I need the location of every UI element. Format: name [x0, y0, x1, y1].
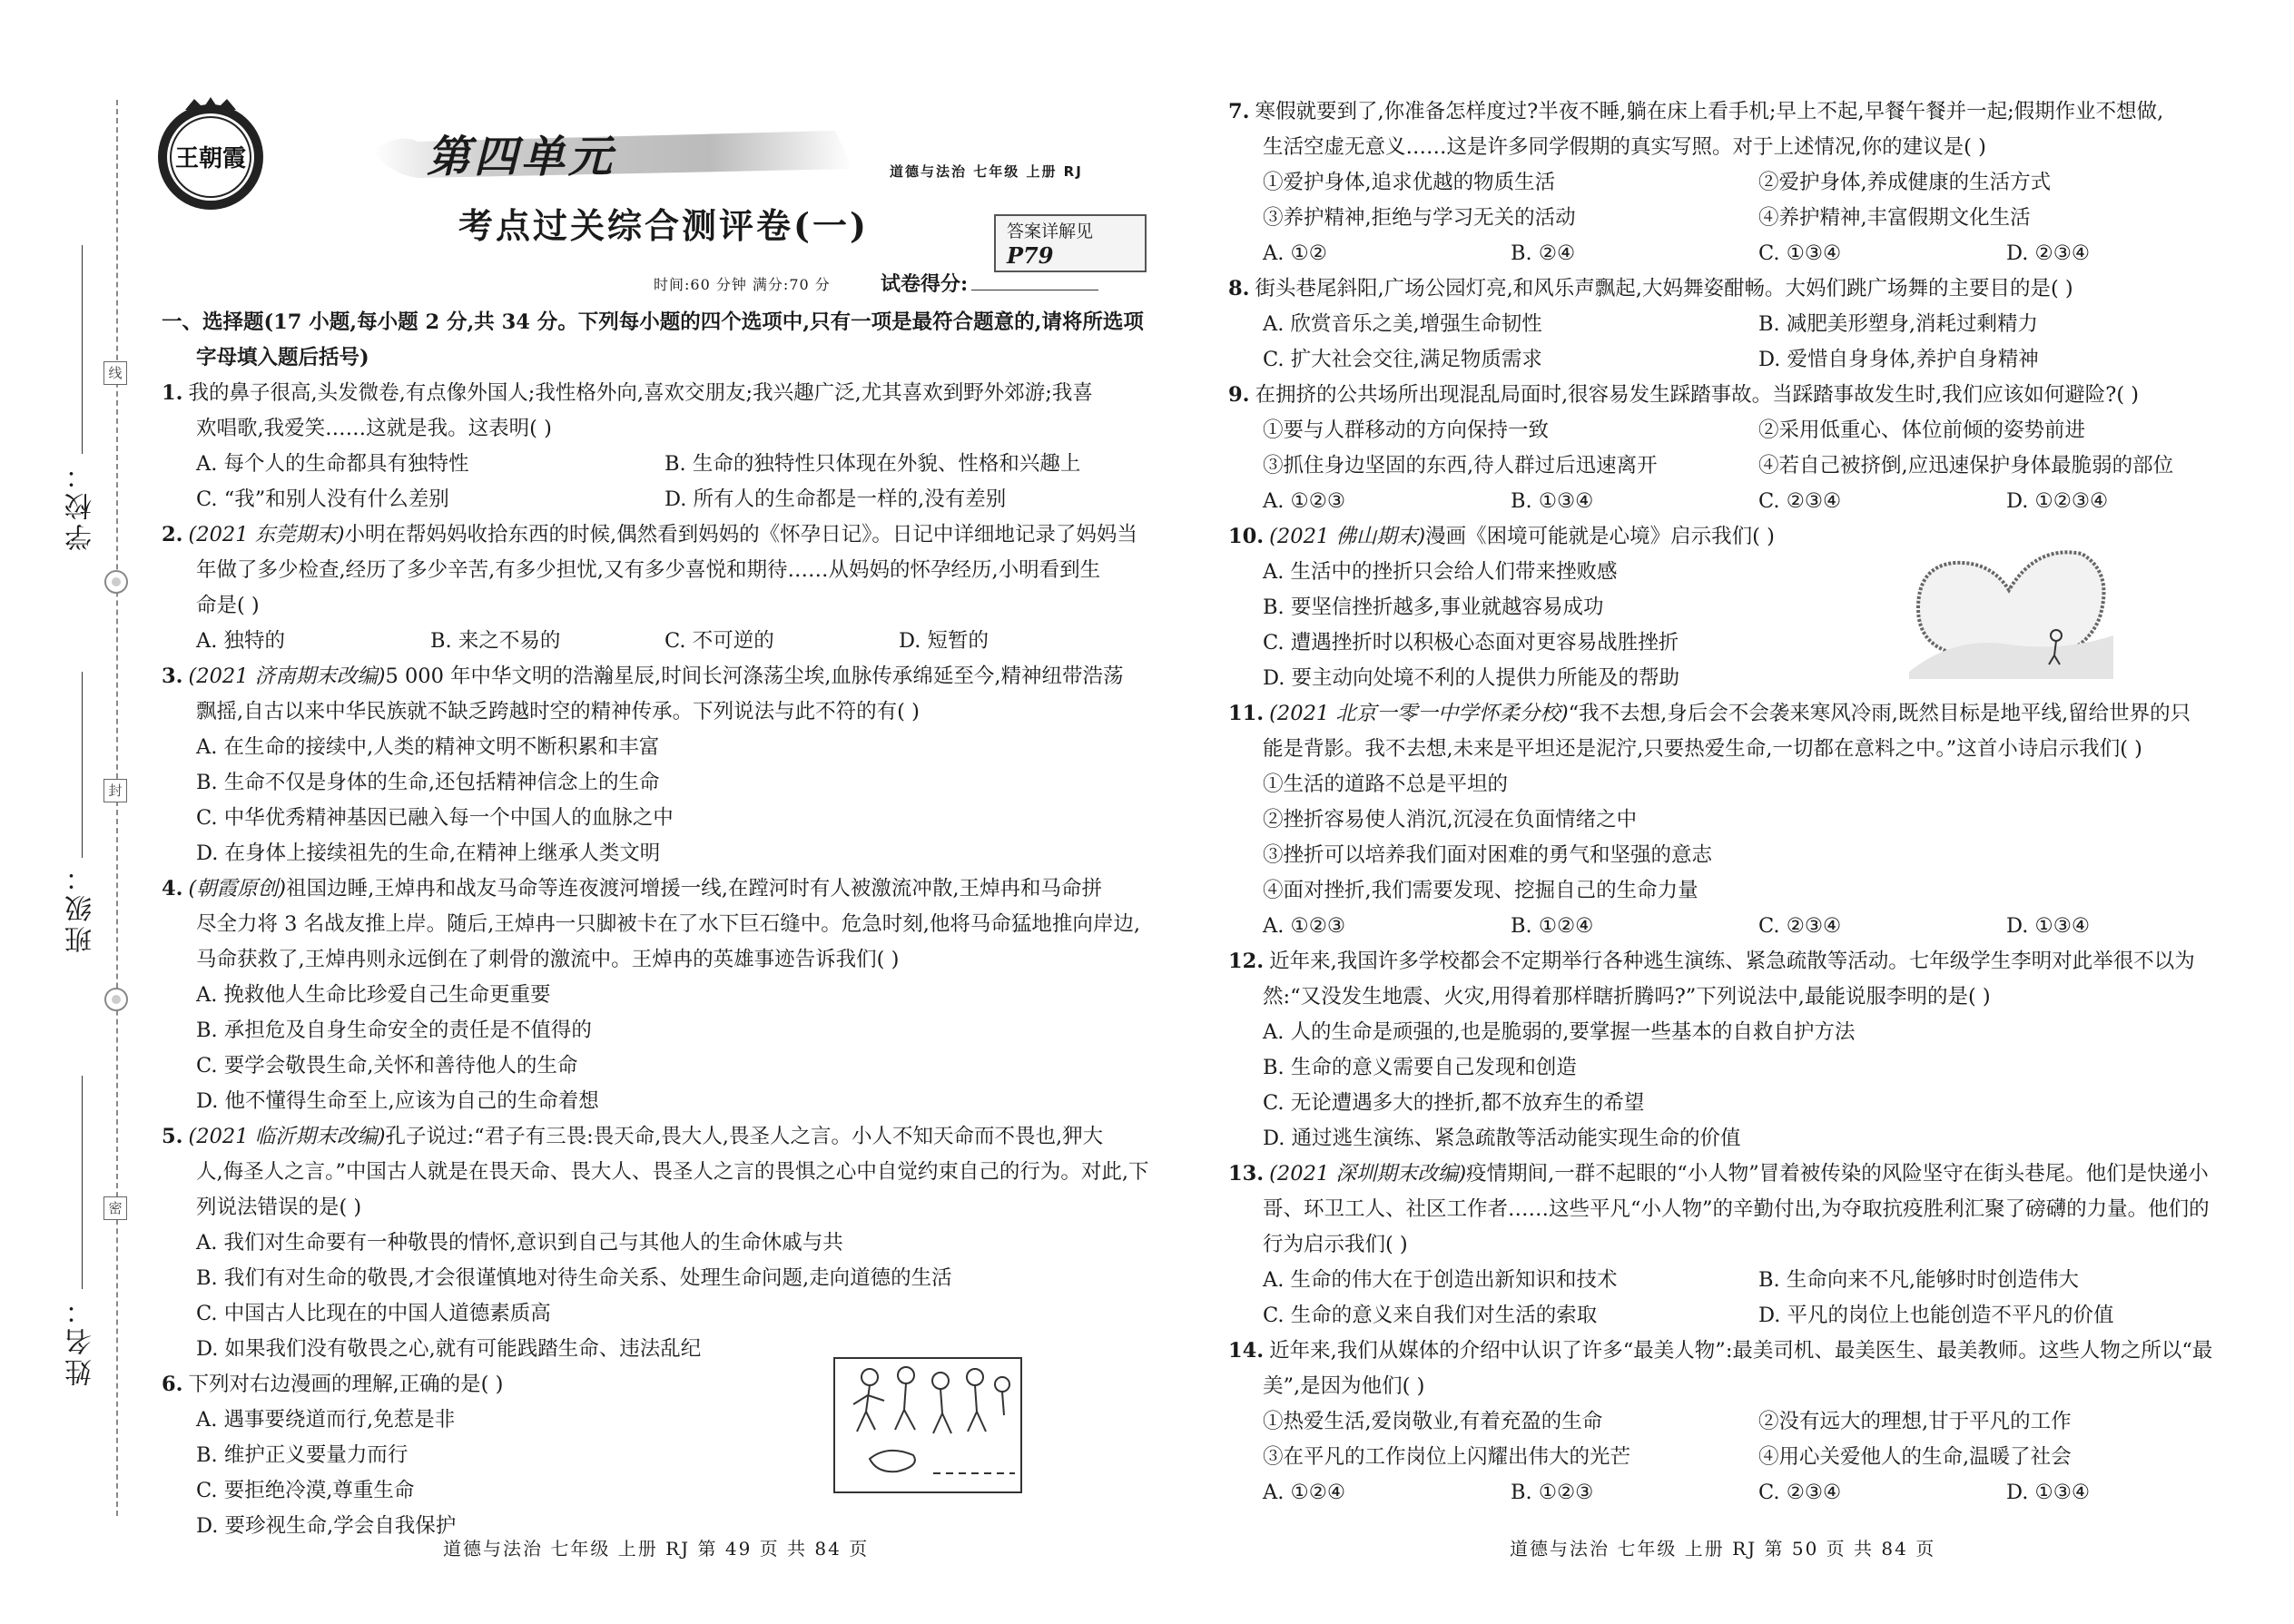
option-d[interactable]: D. ①②③④: [2006, 489, 2109, 513]
option-c[interactable]: C. 扩大社会交往,满足物质需求: [1263, 348, 1542, 371]
option-a[interactable]: A. ①②③: [1263, 914, 1346, 938]
binding-hole: [104, 988, 128, 1011]
option-d[interactable]: D. 他不懂得生命至上,应该为自己的生命着想: [196, 1089, 599, 1113]
option-a[interactable]: A. ①②③: [1263, 489, 1346, 513]
option-c[interactable]: C. ②③④: [1758, 1481, 1842, 1504]
option-a[interactable]: A. 在生命的接续中,人类的精神文明不断积累和丰富: [196, 735, 660, 759]
question-2: 2. (2021 东莞期末)小明在帮妈妈收拾东西的时候,偶然看到妈妈的《怀孕日记》。日记中详细地记录了妈妈当 年做了多少检查,经历了多少辛苦,有多少担忧,又有多少喜悦和期待……从妈妈的怀孕经历,小明看到生 命是( ) A. 独特的 B. 来之不易的 C. 不可逆的 D. 短暂的: [162, 517, 1133, 659]
option-a[interactable]: A. ①②: [1263, 241, 1327, 265]
seal-char-secret: 密: [103, 1196, 127, 1220]
question-5: 5. (2021 临沂期末改编)孔子说过:“君子有三畏:畏天命,畏大人,畏圣人之言。小人不知天命而不畏也,狎大 人,侮圣人之言。”中国古人就是在畏天命、畏大人、畏圣人之言的畏惧之心中自觉约束自己的行为。对此,下 列说法错误的是( ) A. 我们对生命要有一种敬畏的情怀,意识到自己与其他人的生命休戚与共 B. 我们有对生命的敬畏,才会很谨慎地对待生命关系、处理生命问题,走向道德的生活 C. 中国古人比现在的中国人道德素质高 D. 如果我们没有敬畏之心,就有可能践踏生命、违法乱纪: [162, 1119, 1133, 1367]
option-c[interactable]: C. 无论遭遇多大的挫折,都不放弃生的希望: [1263, 1091, 1645, 1115]
answer-ref-page: P79: [1007, 242, 1054, 269]
score-field[interactable]: [881, 269, 1098, 297]
option-b[interactable]: B. ②④: [1511, 241, 1576, 265]
option-d[interactable]: D. 所有人的生命都是一样的,没有差别: [665, 487, 1007, 511]
name-label: 姓名：: [65, 1294, 97, 1386]
option-d[interactable]: D. 平凡的岗位上也能创造不平凡的价值: [1758, 1304, 2114, 1327]
option-c[interactable]: C. 生命的意义来自我们对生活的索取: [1263, 1304, 1598, 1327]
logo-text: 王朝霞: [174, 145, 247, 172]
option-d[interactable]: D. 要主动向处境不利的人提供力所能及的帮助: [1263, 666, 1680, 690]
option-d[interactable]: D. 要珍视生命,学会自我保护: [196, 1514, 457, 1538]
question-9: 9. 在拥挤的公共场所出现混乱局面时,很容易发生踩踏事故。当踩踏事故发生时,我们应该如何避险?( ) ①要与人群移动的方向保持一致 ②采用低重心、体位前倾的姿势前进 ③抓住身边坚固的东西,待人群过后迅速离开 ④若自己被挤倒,应迅速保护身体最脆弱的部位 A. ①②③ B. ①③④ C. ②③④ D. ①②③④: [1228, 378, 2254, 519]
page-footer-right: 道德与法治 七年级 上册 RJ 第 50 页 共 84 页: [1510, 1538, 1936, 1560]
class-label: 班级：: [65, 861, 97, 953]
question-6: 6. 下列对右边漫画的理解,正确的是( ) A. 遇事要绕道而行,免惹是非 B. 维护正义要量力而行 C. 要拒绝冷漠,尊重生命 D. 要珍视生命,学会自我保护: [162, 1367, 1133, 1544]
question-12: 12. 近年来,我国许多学校都会不定期举行各种逃生演练、紧急疏散等活动。七年级学生李明对此举很不以为 然:“又没发生地震、火灾,用得着那样瞎折腾吗?”下列说法中,最能说服李明的是( ) A. 人的生命是顽强的,也是脆弱的,要掌握一些基本的自救自护方法 B. 生命的意义需要自己发现和创造 C. 无论遭遇多大的挫折,都不放弃生的希望 D. 通过逃生演练、紧急疏散等活动能实现生命的价值: [1228, 944, 2254, 1156]
right-questions: [1228, 94, 2254, 1511]
seal-char-line: 线: [103, 361, 127, 385]
option-c[interactable]: C. “我”和别人没有什么差别: [196, 487, 449, 511]
seal-char-seal: 封: [103, 779, 127, 802]
question-4: 4. (朝霞原创)祖国边睡,王焯冉和战友马命等连夜渡河增援一线,在蹚河时有人被激流冲散,王焯冉和马命拼 尽全力将 3 名战友推上岸。随后,王焯冉一只脚被卡在了水下巨石缝中。危急时刻,他将马命猛地推向岸边, 马命获救了,王焯冉则永远倒在了刺骨的激流中。王焯冉的英雄事迹告诉我们( ) A. 挽救他人生命比珍爱自己生命更重要 B. 承担危及自身生命安全的责任是不值得的 C. 要学会敬畏生命,关怀和善待他人的生命 D. 他不懂得生命至上,应该为自己的生命着想: [162, 871, 1133, 1119]
option-a[interactable]: A. 生活中的挫折只会给人们带来挫败感: [1263, 560, 1618, 584]
option-b[interactable]: B. 生命不仅是身体的生命,还包括精神信念上的生命: [196, 771, 660, 794]
option-b[interactable]: B. 生命的独特性只体现在外貌、性格和兴趣上: [665, 452, 1081, 476]
option-c[interactable]: C. 遭遇挫折时以积极心态面对更容易战胜挫折: [1263, 631, 1679, 655]
option-d[interactable]: D. 通过逃生演练、紧急疏散等活动能实现生命的价值: [1263, 1127, 1741, 1150]
option-a[interactable]: A. ①②④: [1263, 1481, 1346, 1504]
option-d[interactable]: D. ②③④: [2006, 241, 2091, 265]
option-b[interactable]: B. 承担危及自身生命安全的责任是不值得的: [196, 1019, 592, 1042]
option-a[interactable]: A. 独特的: [196, 629, 286, 653]
option-a[interactable]: A. 我们对生命要有一种敬畏的情怀,意识到自己与其他人的生命休戚与共: [196, 1231, 843, 1255]
option-d[interactable]: D. 如果我们没有敬畏之心,就有可能践踏生命、违法乱纪: [196, 1337, 702, 1361]
option-c[interactable]: C. 要拒绝冷漠,尊重生命: [196, 1479, 415, 1502]
binding-margin: [0, 0, 182, 1624]
option-a[interactable]: A. 遇事要绕道而行,免惹是非: [196, 1408, 456, 1432]
option-c[interactable]: C. 中国古人比现在的中国人道德素质高: [196, 1302, 551, 1325]
option-d[interactable]: D. ①③④: [2006, 1481, 2091, 1504]
answer-ref-prefix: 答案详解见: [1007, 221, 1094, 241]
question-10: 10. (2021 佛山期末)漫画《困境可能就是心境》启示我们( ) A. 生活中的挫折只会给人们带来挫败感 B. 要坚信挫折越多,事业就越容易成功 C. 遭遇挫折时以积极心态面对更容易战胜挫折 D. 要主动向处境不利的人提供力所能及的帮助: [1228, 519, 2254, 696]
option-c[interactable]: C. 要学会敬畏生命,关怀和善待他人的生命: [196, 1054, 578, 1078]
binding-hole: [104, 570, 128, 594]
option-d[interactable]: D. 在身体上接续祖先的生命,在精神上继承人类文明: [196, 842, 661, 865]
option-b[interactable]: B. 来之不易的: [430, 629, 561, 653]
option-a[interactable]: A. 生命的伟大在于创造出新知识和技术: [1263, 1268, 1618, 1292]
question-1: 1. 我的鼻子很高,头发微卷,有点像外国人;我性格外向,喜欢交朋友;我兴趣广泛,尤其喜欢到野外郊游;我喜 欢唱歌,我爱笑……这就是我。这表明( ) A. 每个人的生命都具有独特性 B. 生命的独特性只体现在外貌、性格和兴趣上 C. “我”和别人没有什么差别 D. 所有人的生命都是一样的,没有差别: [162, 376, 1133, 517]
question-8: 8. 街头巷尾斜阳,广场公园灯亮,和风乐声飘起,大妈舞姿酣畅。大妈们跳广场舞的主要目的是( ) A. 欣赏音乐之美,增强生命韧性 B. 减肥美形塑身,消耗过剩精力 C. 扩大社会交往,满足物质需求 D. 爱惜自身身体,养护自身精神: [1228, 271, 2254, 378]
option-a[interactable]: A. 挽救他人生命比珍爱自己生命更重要: [196, 983, 551, 1007]
unit-title: 第四单元: [427, 132, 616, 182]
page-footer-left: 道德与法治 七年级 上册 RJ 第 49 页 共 84 页: [443, 1538, 870, 1560]
option-a[interactable]: A. 欣赏音乐之美,增强生命韧性: [1263, 312, 1542, 336]
question-11: 11. (2021 北京一零一中学怀柔分校)“我不去想,身后会不会袭来寒风冷雨,既然目标是地平线,留给世界的只 能是背影。我不去想,未来是平坦还是泥泞,只要热爱生命,一切都在意料之中。”这首小诗启示我们( ) ①生活的道路不总是平坦的 ②挫折容易使人消沉,沉浸在负面情绪之中 ③挫折可以培养我们面对困难的勇气和坚强的意志 ④面对挫折,我们需要发现、挖掘自己的生命力量 A. ①②③ B. ①②④ C. ②③④ D. ①③④: [1228, 696, 2254, 944]
question-14: 14. 近年来,我们从媒体的介绍中认识了许多“最美人物”:最美司机、最美医生、最美教师。这些人物之所以“最 美”,是因为他们( ) ①热爱生活,爱岗敬业,有着充盈的生命 ②没有远大的理想,甘于平凡的工作 ③在平凡的工作岗位上闪耀出伟大的光芒 ④用心关爱他人的生命,温暖了社会 A. ①②④ B. ①②③ C. ②③④ D. ①③④: [1228, 1334, 2254, 1511]
exam-info: 时间:60 分钟 满分:70 分: [654, 276, 831, 293]
option-b[interactable]: B. 我们有对生命的敬畏,才会很谨慎地对待生命关系、处理生命问题,走向道德的生活: [196, 1266, 952, 1290]
paper-title: 考点过关综合测评卷(一): [458, 205, 869, 246]
option-d[interactable]: D. 爱惜自身身体,养护自身精神: [1758, 348, 2039, 371]
question-7: 7. 寒假就要到了,你准备怎样度过?半夜不睡,躺在床上看手机;早上不起,早餐午餐并一起;假期作业不想做, 生活空虚无意义……这是许多同学假期的真实写照。对于上述情况,你的建议是( ) ①爱护身体,追求优越的物质生活 ②爱护身体,养成健康的生活方式 ③养护精神,拒绝与学习无关的活动 ④养护精神,丰富假期文化生活 A. ①② B. ②④ C. ①③④ D. ②③④: [1228, 94, 2254, 271]
option-b[interactable]: B. ①②③: [1511, 1481, 1594, 1504]
cartoon-image-q10: [1900, 536, 2118, 681]
option-b[interactable]: B. 生命的意义需要自己发现和创造: [1263, 1056, 1577, 1079]
section-title: 一、选择题(17 小题,每小题 2 分,共 34 分。下列每小题的四个选项中,只有一项是最符合题意的,请将所选项 字母填入题后括号): [162, 310, 1144, 369]
option-b[interactable]: B. ①③④: [1511, 489, 1594, 513]
option-b[interactable]: B. 生命向来不凡,能够时时创造伟大: [1758, 1268, 2079, 1292]
question-3: 3. (2021 济南期末改编)5 000 年中华文明的浩瀚星辰,时间长河涤荡尘埃,血脉传承绵延至今,精神纽带浩荡 飘摇,自古以来中华民族就不缺乏跨越时空的精神传承。下列说法与此不符的有( ) A. 在生命的接续中,人类的精神文明不断积累和丰富 B. 生命不仅是身体的生命,还包括精神信念上的生命 C. 中华优秀精神基因已融入每一个中国人的血脉之中 D. 在身体上接续祖先的生命,在精神上继承人类文明: [162, 659, 1133, 871]
option-a[interactable]: A. 每个人的生命都具有独特性: [196, 452, 469, 476]
option-d[interactable]: D. 短暂的: [899, 629, 989, 653]
option-d[interactable]: D. ①③④: [2006, 914, 2091, 938]
option-b[interactable]: B. ①②④: [1511, 914, 1594, 938]
cartoon-image-q6: [833, 1357, 1022, 1493]
publisher-logo: [153, 97, 269, 213]
option-b[interactable]: B. 减肥美形塑身,消耗过剩精力: [1758, 312, 2038, 336]
option-c[interactable]: C. ②③④: [1758, 914, 1842, 938]
option-c[interactable]: C. ①③④: [1758, 241, 1842, 265]
school-label: 学校：: [65, 458, 97, 551]
school-field[interactable]: [82, 245, 83, 454]
score-label: 试卷得分:: [881, 272, 969, 296]
option-b[interactable]: B. 维护正义要量力而行: [196, 1443, 409, 1467]
option-b[interactable]: B. 要坚信挫折越多,事业就越容易成功: [1263, 595, 1604, 619]
option-c[interactable]: C. ②③④: [1758, 489, 1842, 513]
answer-reference: [994, 214, 1147, 272]
name-field[interactable]: [82, 1076, 83, 1289]
question-13: 13. (2021 深圳期末改编)疫情期间,一群不起眼的“小人物”冒着被传染的风险坚守在街头巷尾。他们是快递小 哥、环卫工人、社区工作者……这些平凡“小人物”的辛勤付出,为夺取抗疫胜利汇聚了磅礴的力量。他们的 行为启示我们( ) A. 生命的伟大在于创造出新知识和技术 B. 生命向来不凡,能够时时创造伟大 C. 生命的意义来自我们对生活的索取 D. 平凡的岗位上也能创造不平凡的价值: [1228, 1156, 2254, 1334]
right-page: [1147, 0, 2294, 1624]
class-field[interactable]: [82, 672, 83, 858]
option-c[interactable]: C. 不可逆的: [665, 629, 774, 653]
subject-tag: 道德与法治 七年级 上册 RJ: [890, 163, 1083, 180]
option-c[interactable]: C. 中华优秀精神基因已融入每一个中国人的血脉之中: [196, 806, 674, 830]
option-a[interactable]: A. 人的生命是顽强的,也是脆弱的,要掌握一些基本的自救自护方法: [1263, 1020, 1856, 1044]
cut-line: [116, 100, 118, 1516]
